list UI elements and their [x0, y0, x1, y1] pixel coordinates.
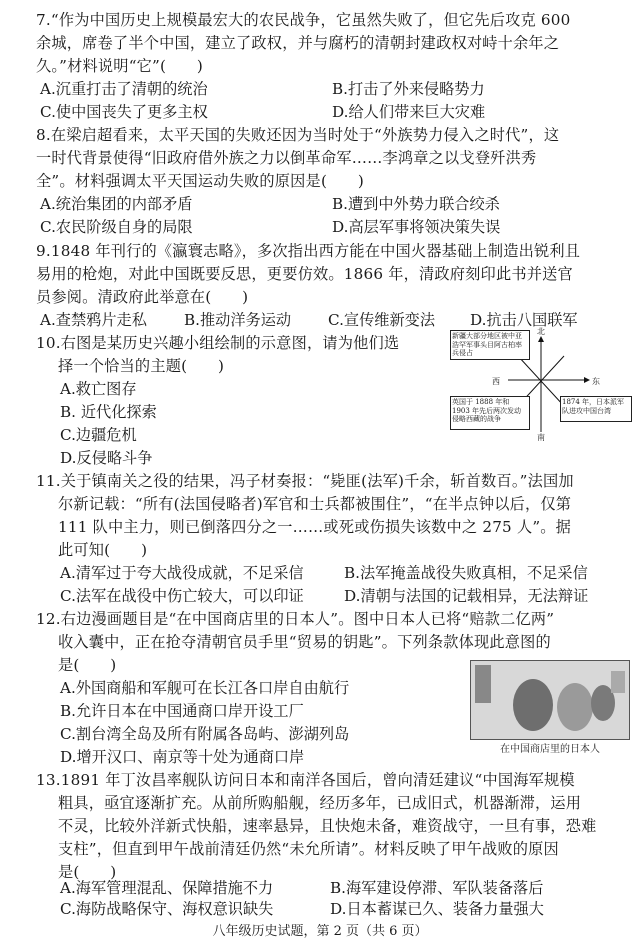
q7-option-b: B.打击了外来侵略势力 [332, 80, 485, 98]
q8-stem-line: 一时代背景使得“旧政府借外族之力以倒革命军……李鸿章之以戈登歼洪秀 [36, 149, 537, 167]
q7-option-c: C.使中国丧失了更多主权 [40, 103, 208, 121]
compass-south-label: 南 [537, 433, 545, 442]
q9-option-b: B.推动洋务运动 [184, 311, 292, 329]
q7-stem-line: 久。”材料说明“它”( ) [36, 57, 204, 75]
q9-stem-line: 易用的枪炮，对此中国既要反思，更要仿效。1866 年，清政府刻印此书并送官 [36, 265, 573, 283]
q12-stem-line: 收入囊中，正在抢夺清朝官员手里“贸易的钥匙”。下列条款体现此意图的 [58, 633, 551, 651]
q11-stem-line: 尔新记载：“所有(法国侵略者)军官和士兵都被围住”，“在半点钟以后，仅第 [58, 495, 572, 513]
q13-option-d: D.日本蓄谋已久、装备力量强大 [330, 900, 544, 918]
q8-option-a: A.统治集团的内部矛盾 [40, 195, 193, 213]
q12-stem-line: 12.右边漫画题目是“在中国商店里的日本人”。图中日本人已将“赔款二亿两” [36, 610, 555, 628]
q13-stem-line: 是( ) [58, 863, 117, 881]
q11-stem-line: 此可知( ) [58, 541, 148, 559]
q10-stem-line: 择一个恰当的主题( ) [58, 357, 225, 375]
q13-option-b: B.海军建设停滞、军队装备落后 [330, 879, 544, 897]
q11-stem-line: 111 队中主力，则已倒落四分之一……或死或伤损失该数中之 275 人”。据 [58, 518, 572, 536]
q7-stem-line: 余城，席卷了半个中国，建立了政权，并与腐朽的清朝封建政权对峙十余年之 [36, 34, 560, 52]
q13-stem-line: 支柱”，但直到甲午战前清廷仍然“未允所请”。材料反映了甲午战败的原因 [58, 840, 559, 858]
q11-stem-line: 11.关于镇南关之役的结果，冯子材奏报：“毙匪(法军)千余，斩首数百。”法国加 [36, 472, 574, 490]
q9-option-a: A.查禁鸦片走私 [40, 311, 147, 329]
cartoon-figure [470, 660, 630, 756]
q8-stem-line: 8.在梁启超看来，太平天国的失败还因为当时处于“外族势力侵入之时代”，这 [36, 126, 560, 144]
compass-north-label: 北 [537, 327, 545, 336]
q7-stem-line: 7.“作为中国历史上规模最宏大的农民战争，它虽然失败了，但它先后攻克 600 [36, 11, 571, 29]
q8-option-b: B.遭到中外势力联合绞杀 [332, 195, 500, 213]
q10-option-c: C.边疆危机 [60, 426, 137, 444]
q12-option-a: A.外国商船和军舰可在长江各口岸自由航行 [60, 679, 350, 697]
q12-stem-line: 是( ) [58, 656, 117, 674]
q9-option-c: C.宣传维新变法 [328, 311, 436, 329]
q10-option-d: D.反侵略斗争 [60, 449, 153, 467]
q12-option-d: D.增开汉口、南京等十处为通商口岸 [60, 748, 305, 766]
q10-option-b: B. 近代化探索 [60, 403, 157, 421]
cartoon-caption: 在中国商店里的日本人 [500, 744, 600, 755]
q11-option-a: A.清军过于夸大战役成就，不足采信 [60, 564, 304, 582]
cartoon-sketch [471, 661, 629, 739]
q9-stem-line: 9.1848 年刊行的《瀛寰志略》，多次指出西方能在中国火器基础上制造出锐利且 [36, 242, 581, 260]
q13-option-a: A.海军管理混乱、保障措施不力 [60, 879, 274, 897]
q9-stem-line: 员参阅。清政府此举意在( ) [36, 288, 249, 306]
figure-box-xinjiang: 新疆大部分地区被中亚浩罕军事头目阿古柏率兵侵占 [450, 330, 530, 360]
figure-box-tibet: 英国于 1888 年和 1903 年先后两次发动侵略西藏的战争 [450, 396, 530, 430]
q11-option-c: C.法军在战役中伤亡较大，可以印证 [60, 587, 304, 605]
q11-option-d: D.清朝与法国的记载相异，无法辩证 [344, 587, 589, 605]
q13-stem-line: 13.1891 年丁汝昌率舰队访问日本和南洋各国后，曾向清廷建议“中国海军规模 [36, 771, 575, 789]
q12-option-b: B.允许日本在中国通商口岸开设工厂 [60, 702, 304, 720]
q13-option-c: C.海防战略保守、海权意识缺失 [60, 900, 274, 918]
q11-option-b: B.法军掩盖战役失败真相，不足采信 [344, 564, 588, 582]
q7-option-d: D.给人们带来巨大灾难 [332, 103, 486, 121]
q8-option-c: C.农民阶级自身的局限 [40, 218, 193, 236]
compass-diagram [448, 326, 634, 444]
figure-box-taiwan: 1874 年，日本派军队进攻中国台湾 [560, 396, 632, 422]
compass-west-label: 西 [492, 377, 500, 386]
compass-east-label: 东 [592, 377, 600, 386]
q8-stem-line: 全”。材料强调太平天国运动失败的原因是( ) [36, 172, 364, 190]
q13-stem-line: 粗具，亟宜逐渐扩充。从前所购船舰，经历多年，已成旧式，机器渐滞，运用 [58, 794, 582, 812]
q10-stem-line: 10.右图是某历史兴趣小组绘制的示意图，请为他们选 [36, 334, 400, 352]
q12-option-c: C.割台湾全岛及所有附属各岛屿、澎湖列岛 [60, 725, 350, 743]
page-footer: 八年级历史试题，第 2 页（共 6 页） [212, 924, 428, 939]
q8-option-d: D.高层军事将领决策失误 [332, 218, 501, 236]
cartoon-image [470, 660, 630, 740]
q10-option-a: A.救亡图存 [60, 380, 137, 398]
q7-option-a: A.沉重打击了清朝的统治 [40, 80, 208, 98]
q13-stem-line: 不灵，比较外洋新式快船，速率悬异，且快炮未备，难资战守，一旦有事，恐难 [58, 817, 597, 835]
q9-option-d: D.抗击八国联军 [470, 311, 578, 329]
